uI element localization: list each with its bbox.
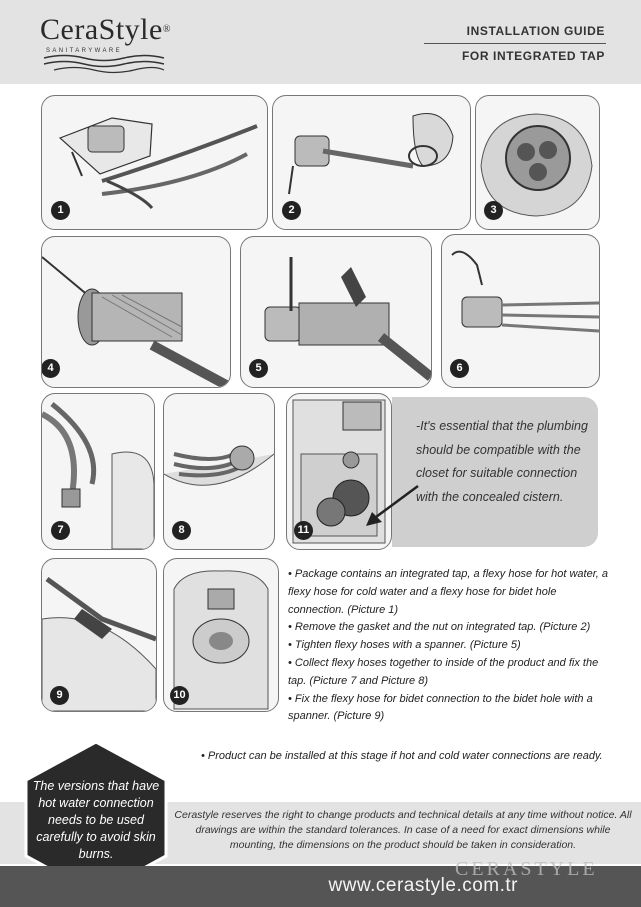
arrow-icon [362,480,422,530]
brand-tagline: SANITARYWARE [46,48,123,54]
step-number: 9 [50,686,69,705]
step-panel-3 [475,95,600,230]
step-number: 3 [484,201,503,220]
guide-subtitle: FOR INTEGRATED TAP [461,49,605,63]
warning-text: The versions that have hot water connection needs to be used carefully to avoid skin burns. [32,779,160,861]
step-number: 6 [450,359,469,378]
brand-logo [40,14,171,54]
gasket-removal-illustration [273,96,470,229]
guide-title: INSTALLATION GUIDE [466,24,605,38]
step-panel-8 [163,393,275,550]
step-number: 5 [249,359,268,378]
step-number: 8 [172,521,191,540]
website-url[interactable]: www.cerastyle.com.tr [328,875,518,896]
step-panel-4 [41,236,231,388]
instruction-item: • Product can be installed at this stage if hot and cold water connections are ready. [201,750,603,762]
logo-waves-icon [40,52,180,74]
footer-watermark: CERASTYLE [455,858,598,880]
disclaimer-text: Cerastyle reserves the right to change products and technical details at any time without notice. All drawings are within the standard tolerances. In case of a need for exact dimensions while mounting, the dimensions on the product should be taken in consideration. [174,809,632,851]
step-number: 4 [41,359,60,378]
step-panel-1 [41,95,268,230]
step-number: 2 [282,201,301,220]
step-number: 7 [51,521,70,540]
step-panel-9 [41,558,157,712]
step-panel-7 [41,393,155,550]
instruction-item: • Collect flexy hoses together to inside of the product and fix the tap. (Picture 7 and Picture 8) [288,656,599,687]
step-panel-5 [240,236,432,388]
instruction-list [288,566,614,726]
spanner-tightening-illustration [241,237,431,387]
brand-name: CeraStyle® [40,13,171,46]
step-number: 1 [51,201,70,220]
step-panel-2 [272,95,471,230]
step-number: 11 [294,521,313,540]
instruction-item: • Tighten flexy hoses with a spanner. (Picture 5) [288,639,521,652]
instruction-item: • Remove the gasket and the nut on integrated tap. (Picture 2) [288,621,591,634]
header-divider [424,43,606,44]
hose-connection-illustration [42,237,230,387]
step-panel-6 [441,234,600,388]
instruction-item: • Fix the flexy hose for bidet connection to the bidet hole with a spanner. (Picture 9) [288,692,593,723]
step-panel-10 [163,558,279,712]
cistern-note-text: -It's essential that the plumbing should be compatible with the closet for suitable connection with the concealed cistern. [416,419,588,504]
cistern-note-box [392,397,598,547]
instruction-item: • Package contains an integrated tap, a flexy hose for hot water, a flexy hose for cold water and a flexy hose for bidet hole connection. (Picture 1) [288,568,608,616]
step-number: 10 [170,686,189,705]
tap-and-hoses-illustration [42,96,267,229]
